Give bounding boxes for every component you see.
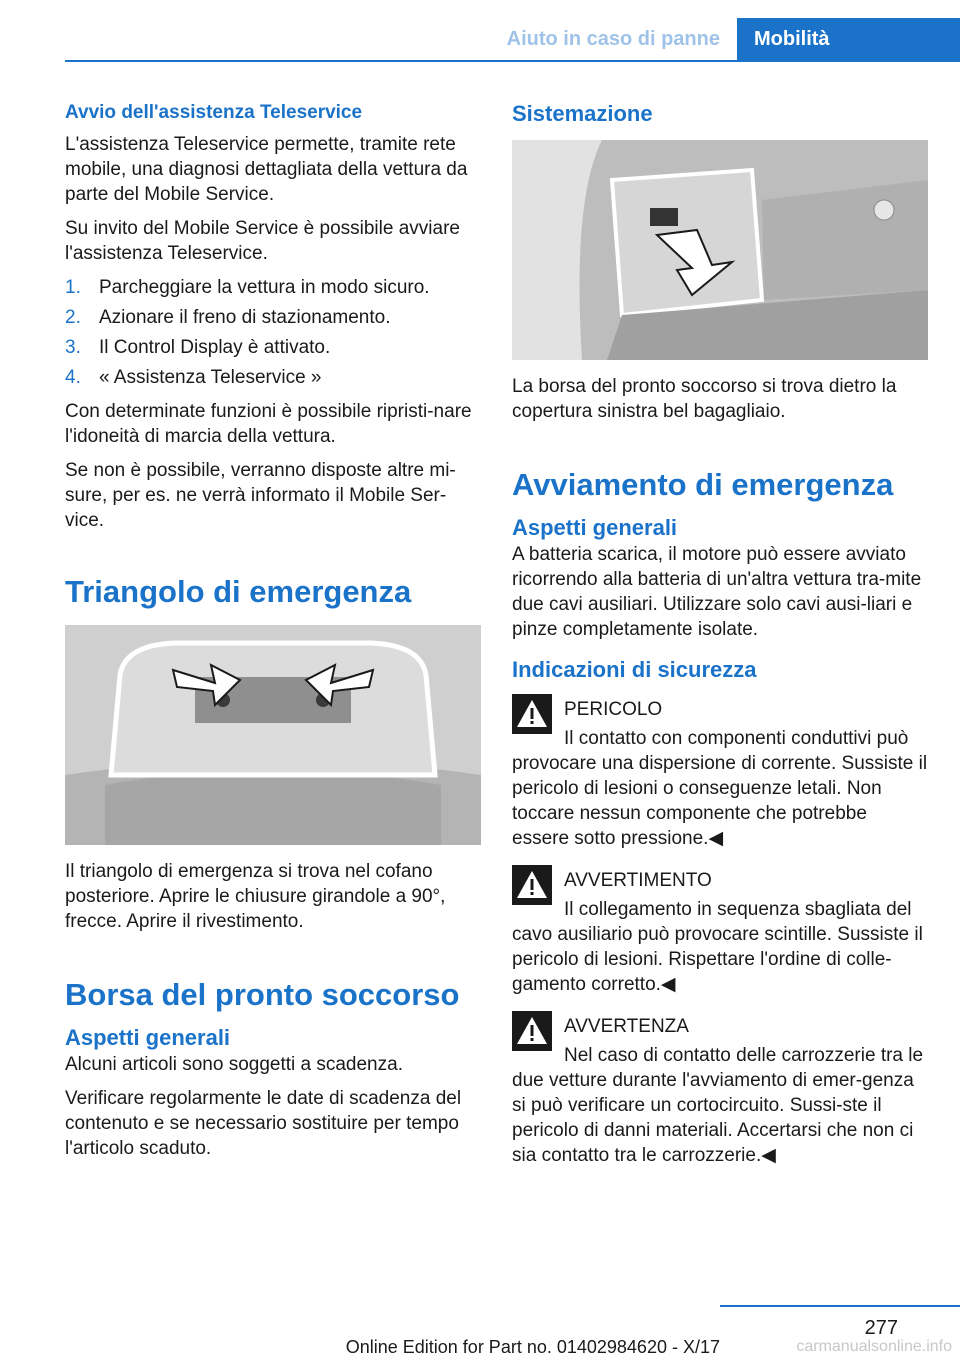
- teleservice-steps: [65, 275, 481, 390]
- list-item: [65, 335, 481, 360]
- step-text: Il Control Display è attivato.: [99, 337, 331, 358]
- header-rule: [65, 60, 960, 62]
- warning-title: AVVERTENZA: [564, 1016, 689, 1037]
- step-number: 2.: [65, 307, 81, 328]
- list-item: [65, 365, 481, 390]
- left-column: [65, 100, 481, 1170]
- teleservice-paragraph: Se non è possibile, verranno disposte altre mi‐sure, per es. ne verrà informato il Mobile Ser‐vice.: [65, 460, 456, 531]
- first-aid-heading: Borsa del pronto soccorso: [65, 977, 460, 1012]
- warning-triangle-icon: [512, 694, 552, 734]
- triangle-heading: Triangolo di emergenza: [65, 574, 412, 609]
- safety-heading: Indicazioni di sicurezza: [512, 657, 757, 682]
- step-text: Parcheggiare la vettura in modo sicuro.: [99, 277, 430, 298]
- jump-start-subheading: Aspetti generali: [512, 515, 678, 540]
- step-text: « Assistenza Teleservice »: [99, 367, 322, 388]
- warning-title: AVVERTIMENTO: [564, 870, 712, 891]
- right-column: [512, 100, 928, 1178]
- warning-notice: [512, 1011, 928, 1168]
- page-number: 277: [864, 1317, 898, 1339]
- watermark: carmanualsonline.info: [796, 1338, 952, 1355]
- warning-notice: [512, 694, 928, 851]
- footer-rule: [720, 1305, 960, 1307]
- step-text: Azionare il freno di stazionamento.: [99, 307, 391, 328]
- placement-heading: Sistemazione: [512, 101, 653, 126]
- first-aid-kit-illustration: [512, 140, 928, 360]
- triangle-text: Il triangolo di emergenza si trova nel cofano posteriore. Aprire le chiusure girandole a 90°, frecce. Aprire il rivestimento.: [65, 861, 446, 932]
- first-aid-paragraph: Alcuni articoli sono soggetti a scadenza.: [65, 1054, 403, 1075]
- header-chapter-tab: Mobilità: [737, 18, 960, 62]
- header-section-title: Aiuto in caso di panne: [506, 28, 720, 50]
- footer-edition: Online Edition for Part no. 01402984620 - X/17: [345, 1337, 720, 1357]
- step-number: 1.: [65, 277, 81, 298]
- warning-body: Nel caso di contatto delle carrozzerie tra le due vetture durante l'avviamento di emer‐genza si può verificare un cortocircuito. Sussi‐ste il pericolo di danni materiali. Accertarsi che non ci sia contatto tra le carrozzerie.◀: [512, 1045, 924, 1166]
- warning-title: PERICOLO: [564, 699, 663, 720]
- first-aid-paragraph: Verificare regolarmente le date di scadenza del contenuto e se necessario sostituire per tempo l'articolo scaduto.: [65, 1088, 462, 1159]
- warning-body: Il contatto con componenti conduttivi può provocare una dispersione di corrente. Sussiste il pericolo di lesioni o conseguenze letali. Non toccare nessun componente che potrebbe essere sotto pressione.◀: [512, 728, 928, 849]
- step-number: 4.: [65, 367, 81, 388]
- list-item: [65, 305, 481, 330]
- list-item: [65, 275, 481, 300]
- warning-body: Il collegamento in sequenza sbagliata del cavo ausiliario può provocare scintille. Sussiste il pericolo di lesioni. Rispettare l'ordine di colle‐gamento corretto.◀: [512, 899, 923, 995]
- first-aid-subheading: Aspetti generali: [65, 1025, 231, 1050]
- teleservice-subheading: Avvio dell'assistenza Teleservice: [65, 102, 363, 123]
- teleservice-paragraph: Su invito del Mobile Service è possibile avviare l'assistenza Teleservice.: [65, 218, 460, 264]
- placement-text: La borsa del pronto soccorso si trova dietro la copertura sinistra bel bagagliaio.: [512, 376, 897, 422]
- jump-start-heading: Avviamento di emergenza: [512, 467, 894, 502]
- warning-triangle-icon: [512, 1011, 552, 1051]
- step-number: 3.: [65, 337, 81, 358]
- warning-notice: [512, 865, 928, 997]
- warning-triangle-illustration: [65, 625, 481, 845]
- teleservice-paragraph: Con determinate funzioni è possibile ripristi‐nare l'idoneità di marcia della vettura.: [65, 401, 472, 447]
- teleservice-paragraph: L'assistenza Teleservice permette, tramite rete mobile, una diagnosi dettagliata della vettura da parte del Mobile Service.: [65, 134, 468, 205]
- warning-triangle-icon: [512, 865, 552, 905]
- jump-start-paragraph: A batteria scarica, il motore può essere avviato ricorrendo alla batteria di un'altra vettura tra‐mite due cavi ausiliari. Utilizzare solo cavi ausi‐liari e pinze completamente isolate.: [512, 544, 922, 640]
